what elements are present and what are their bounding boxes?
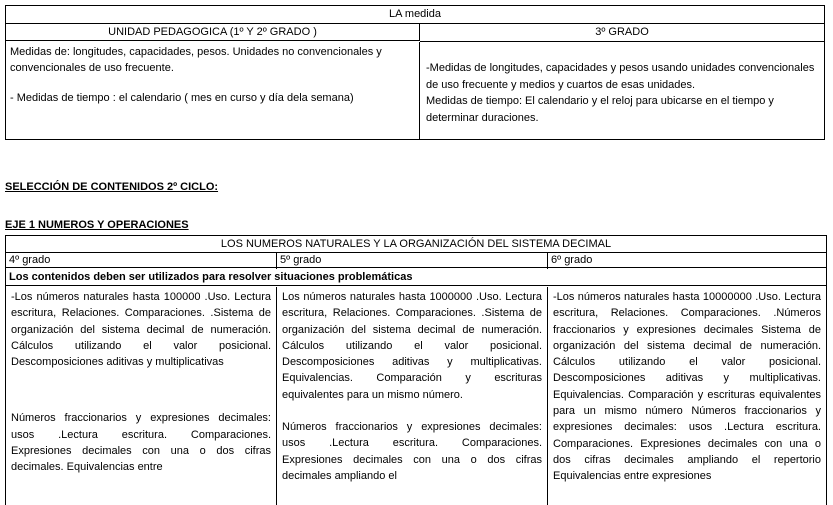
cell-paragraph: Números fraccionarios y expresiones decimales: usos .Lectura escritura. Comparaciones. Expresiones decimales con una o dos cifras decimales ampliando el [282, 421, 542, 482]
cell-paragraph: Números fraccionarios y expresiones decimales: usos .Lectura escritura. Comparaciones. Expresiones decimales con una o dos cifras decimales. Equivalencias entre [11, 412, 271, 474]
column-header-6-grado: 6º grado [548, 253, 826, 268]
cell-paragraph: Los números naturales hasta 1000000 .Uso. Lectura escritura, Relaciones. Comparaciones. .Sistema de organización del sistema decimal de numeración. Cálculos utilizando el valor posicional. Descomposiciones aditivas y multiplicativas. Equivalencias. Comparación y escrituras equivalentes para un mismo número. [282, 291, 542, 401]
cell-paragraph: Medidas de: longitudes, capacidades, pesos. Unidades no convencionales y convencionales de uso frecuente. [10, 46, 382, 74]
table-title: LA medida [6, 6, 824, 24]
column-header-unidad-pedagogica: UNIDAD PEDAGOGICA (1º Y 2º GRADO ) [6, 24, 420, 41]
cell-6-grado [548, 287, 826, 505]
column-header-4-grado: 4º grado [6, 253, 276, 268]
section-title: SELECCIÓN DE CONTENIDOS 2º CICLO: [5, 181, 219, 193]
table-note: Los contenidos deben ser utilizados para resolver situaciones problemáticas [6, 269, 826, 286]
cell-paragraph: -Los números naturales hasta 10000000 .Uso. Lectura escritura, Relaciones. Comparaciones. .Números fraccionarios y expresiones decimales Sistema de organización del sistema decimal de numeración. Cálculos utilizando el valor posicional. Descomposiciones aditivas y multiplicativas. Equivalencias. Comparación y escrituras equivalentes para un mismo número Números fraccionarios y expresiones decimales: usos .Lectura escritura. Comparaciones. Expresiones decimales con una o dos cifras decimales ampliando el repertorio Equivalencias entre expresiones [553, 291, 821, 483]
cell-unidad-pedagogica [6, 42, 420, 139]
column-header-3-grado: 3º GRADO [420, 24, 824, 42]
column-divider [547, 253, 548, 269]
column-header-5-grado: 5º grado [277, 253, 547, 268]
cell-paragraph: - Medidas de tiempo : el calendario ( mes en curso y día dela semana) [10, 92, 354, 104]
cell-paragraph: -Los números naturales hasta 100000 .Uso. Lectura escritura, Relaciones. Comparaciones. .Sistema de organización del sistema decimal de numeración. Cálculos utilizando el valor posicional. Descomposiciones aditivas y multiplicativas [11, 291, 271, 369]
axis-title: EJE 1 NUMEROS Y OPERACIONES [5, 219, 189, 231]
table-title: LOS NUMEROS NATURALES Y LA ORGANIZACIÓN DEL SISTEMA DECIMAL [6, 236, 826, 253]
cell-paragraph: Medidas de tiempo: El calendario y el reloj para ubicarse en el tiempo y determinar duraciones. [426, 95, 774, 124]
column-divider [276, 253, 277, 269]
contents-table [5, 235, 827, 505]
cell-paragraph: -Medidas de longitudes, capacidades y pesos usando unidades convencionales de uso frecuente y medios y cuartos de esas unidades. [426, 62, 815, 91]
cell-5-grado [277, 287, 547, 505]
cell-3-grado [420, 42, 824, 139]
measurement-table [5, 5, 825, 140]
cell-4-grado [6, 287, 276, 505]
